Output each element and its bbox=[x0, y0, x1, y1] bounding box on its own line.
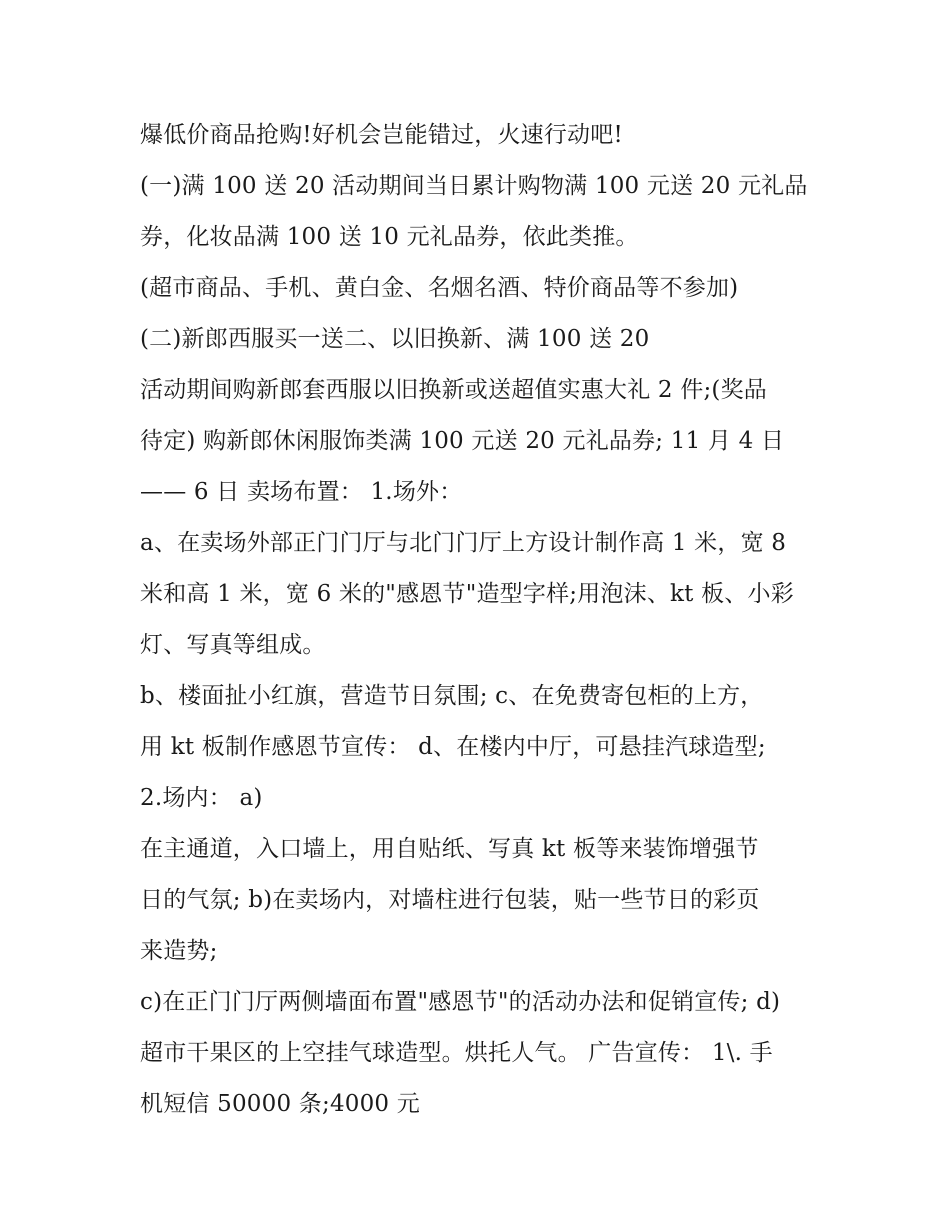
text-line: 在主通道，入口墙上，用自贴纸、写真 kt 板等来装饰增强节 bbox=[140, 836, 759, 862]
text-line: 爆低价商品抢购!好机会岂能错过，火速行动吧! bbox=[140, 122, 623, 148]
text-line: 2.场内： a) bbox=[140, 785, 263, 811]
text-line: 米和高 1 米，宽 6 米的"感恩节"造型字样;用泡沫、kt 板、小彩 bbox=[140, 581, 794, 607]
text-line: 灯、写真等组成。 bbox=[140, 632, 326, 658]
text-line: a、在卖场外部正门门厅与北门门厅上方设计制作高 1 米，宽 8 bbox=[140, 530, 787, 556]
text-line: 日的气氛; b)在卖场内，对墙柱进行包装，贴一些节日的彩页 bbox=[140, 887, 760, 913]
text-line: 超市干果区的上空挂气球造型。烘托人气。 广告宣传： 1\. 手 bbox=[140, 1040, 773, 1066]
text-line: 来造势; bbox=[140, 938, 218, 964]
text-line: c)在正门门厅两侧墙面布置"感恩节"的活动办法和促销宣传; d) bbox=[140, 989, 781, 1015]
text-line: 待定) 购新郎休闲服饰类满 100 元送 20 元礼品券; 11 月 4 日 bbox=[140, 428, 785, 454]
text-line: 券，化妆品满 100 送 10 元礼品券，依此类推。 bbox=[140, 224, 639, 250]
text-line: 机短信 50000 条;4000 元 bbox=[140, 1091, 420, 1117]
text-line: —— 6 日 卖场布置： 1.场外： bbox=[140, 479, 463, 505]
text-line: 用 kt 板制作感恩节宣传： d、在楼内中厅，可悬挂汽球造型; bbox=[140, 734, 766, 760]
text-line: (超市商品、手机、黄白金、名烟名酒、特价商品等不参加) bbox=[140, 275, 739, 301]
text-line: b、楼面扯小红旗，营造节日氛围; c、在免费寄包柜的上方， bbox=[140, 683, 764, 709]
text-line: (二)新郎西服买一送二、以旧换新、满 100 送 20 bbox=[140, 326, 650, 352]
document-body bbox=[140, 110, 820, 1130]
text-line: (一)满 100 送 20 活动期间当日累计购物满 100 元送 20 元礼品 bbox=[140, 173, 808, 199]
text-line: 活动期间购新郎套西服以旧换新或送超值实惠大礼 2 件;(奖品 bbox=[140, 377, 767, 403]
